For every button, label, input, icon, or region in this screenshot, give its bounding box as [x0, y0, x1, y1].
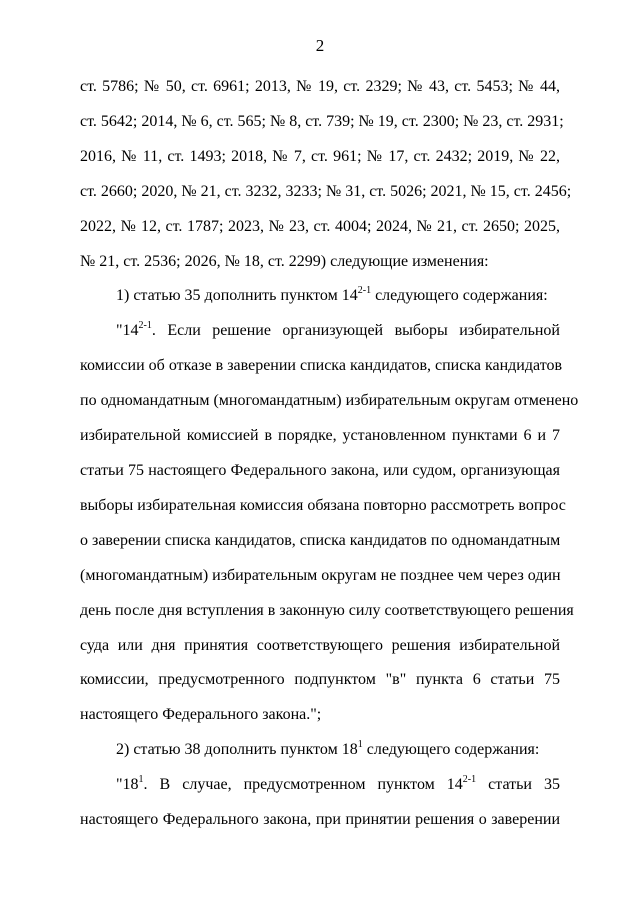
text-line [80, 140, 560, 175]
text-run: комиссии об отказе в заверении списка кандидатов, списка кандидатов [80, 357, 563, 375]
text-line [80, 733, 560, 768]
text-line [80, 105, 564, 140]
text-run: день после дня вступления в законную силу соответствующего решения [80, 601, 574, 619]
text-line [80, 349, 563, 384]
text-run: . В случае, предусмотренном пунктом 14 [143, 776, 463, 794]
document-body [80, 70, 579, 838]
text-line [80, 384, 579, 419]
text-run: статьи 35 [476, 776, 561, 794]
text-run: (многомандатным) избирательным округам не позднее чем через один [80, 566, 561, 584]
text-line [80, 629, 560, 664]
text-run: о заверении списка кандидатов, списка кандидатов по одномандатным [80, 531, 561, 549]
text-line [80, 524, 560, 559]
text-run: по одномандатным (многомандатным) избирательным округам отменено [80, 392, 579, 410]
text-run: ст. 5786; № 50, ст. 6961; 2013, № 19, ст. 2329; № 43, ст. 5453; № 44, [80, 78, 560, 95]
superscript: 1 [357, 738, 363, 750]
text-run: суда или дня принятия соответствующего решения избирательной [80, 636, 560, 654]
text-run: № 21, ст. 2536; 2026, № 18, ст. 2299) следующие изменения: [80, 252, 489, 270]
superscript: 2-1 [138, 320, 152, 332]
text-run: следующего содержания: [362, 741, 540, 759]
text-line [80, 175, 572, 210]
text-run: "18 [116, 776, 139, 794]
superscript: 1 [138, 773, 144, 785]
text-line [80, 210, 560, 245]
page-number: 2 [315, 36, 325, 55]
text-line [80, 768, 560, 803]
text-run: выборы избирательная комиссия обязана повторно рассмотреть вопрос [80, 496, 566, 514]
text-run: 2) статью 38 дополнить пунктом 18 [116, 741, 358, 759]
superscript: 2-1 [462, 773, 477, 785]
text-run: следующего содержания: [371, 287, 548, 305]
superscript: 2-1 [357, 285, 372, 297]
text-line [80, 70, 560, 105]
text-run: избирательной комиссией в порядке, установленном пунктами 6 и 7 [80, 427, 560, 445]
text-run: статьи 75 настоящего Федерального закона, или судом, организующая [80, 461, 560, 479]
text-run: настоящего Федерального закона, при принятии решения о заверении [80, 811, 560, 829]
text-line [80, 803, 560, 838]
text-run: комиссии, предусмотренного подпунктом "в" пункта 6 статьи 75 [80, 671, 560, 689]
text-line [80, 663, 560, 698]
text-line [80, 454, 560, 489]
text-line [80, 594, 574, 629]
text-line [80, 559, 560, 594]
text-run: . Если решение организующей выборы избирательной [151, 322, 560, 340]
text-line [80, 419, 560, 454]
text-line [80, 698, 560, 733]
text-run: ст. 2660; 2020, № 21, ст. 3232, 3233; № 31, ст. 5026; 2021, № 15, ст. 2456; [80, 182, 572, 200]
text-line [80, 245, 560, 280]
text-run: ст. 5642; 2014, № 6, ст. 565; № 8, ст. 739; № 19, ст. 2300; № 23, ст. 2931; [80, 112, 564, 130]
text-line [80, 314, 560, 349]
text-run: "14 [116, 322, 139, 340]
text-run: 2016, № 11, ст. 1493; 2018, № 7, ст. 961; № 17, ст. 2432; 2019, № 22, [80, 147, 560, 165]
text-run: 1) статью 35 дополнить пунктом 14 [116, 287, 358, 305]
text-run: 2022, № 12, ст. 1787; 2023, № 23, ст. 4004; 2024, № 21, ст. 2650; 2025, [80, 217, 560, 235]
text-line [80, 489, 566, 524]
text-run: настоящего Федерального закона."; [80, 706, 322, 724]
text-line [80, 279, 560, 314]
